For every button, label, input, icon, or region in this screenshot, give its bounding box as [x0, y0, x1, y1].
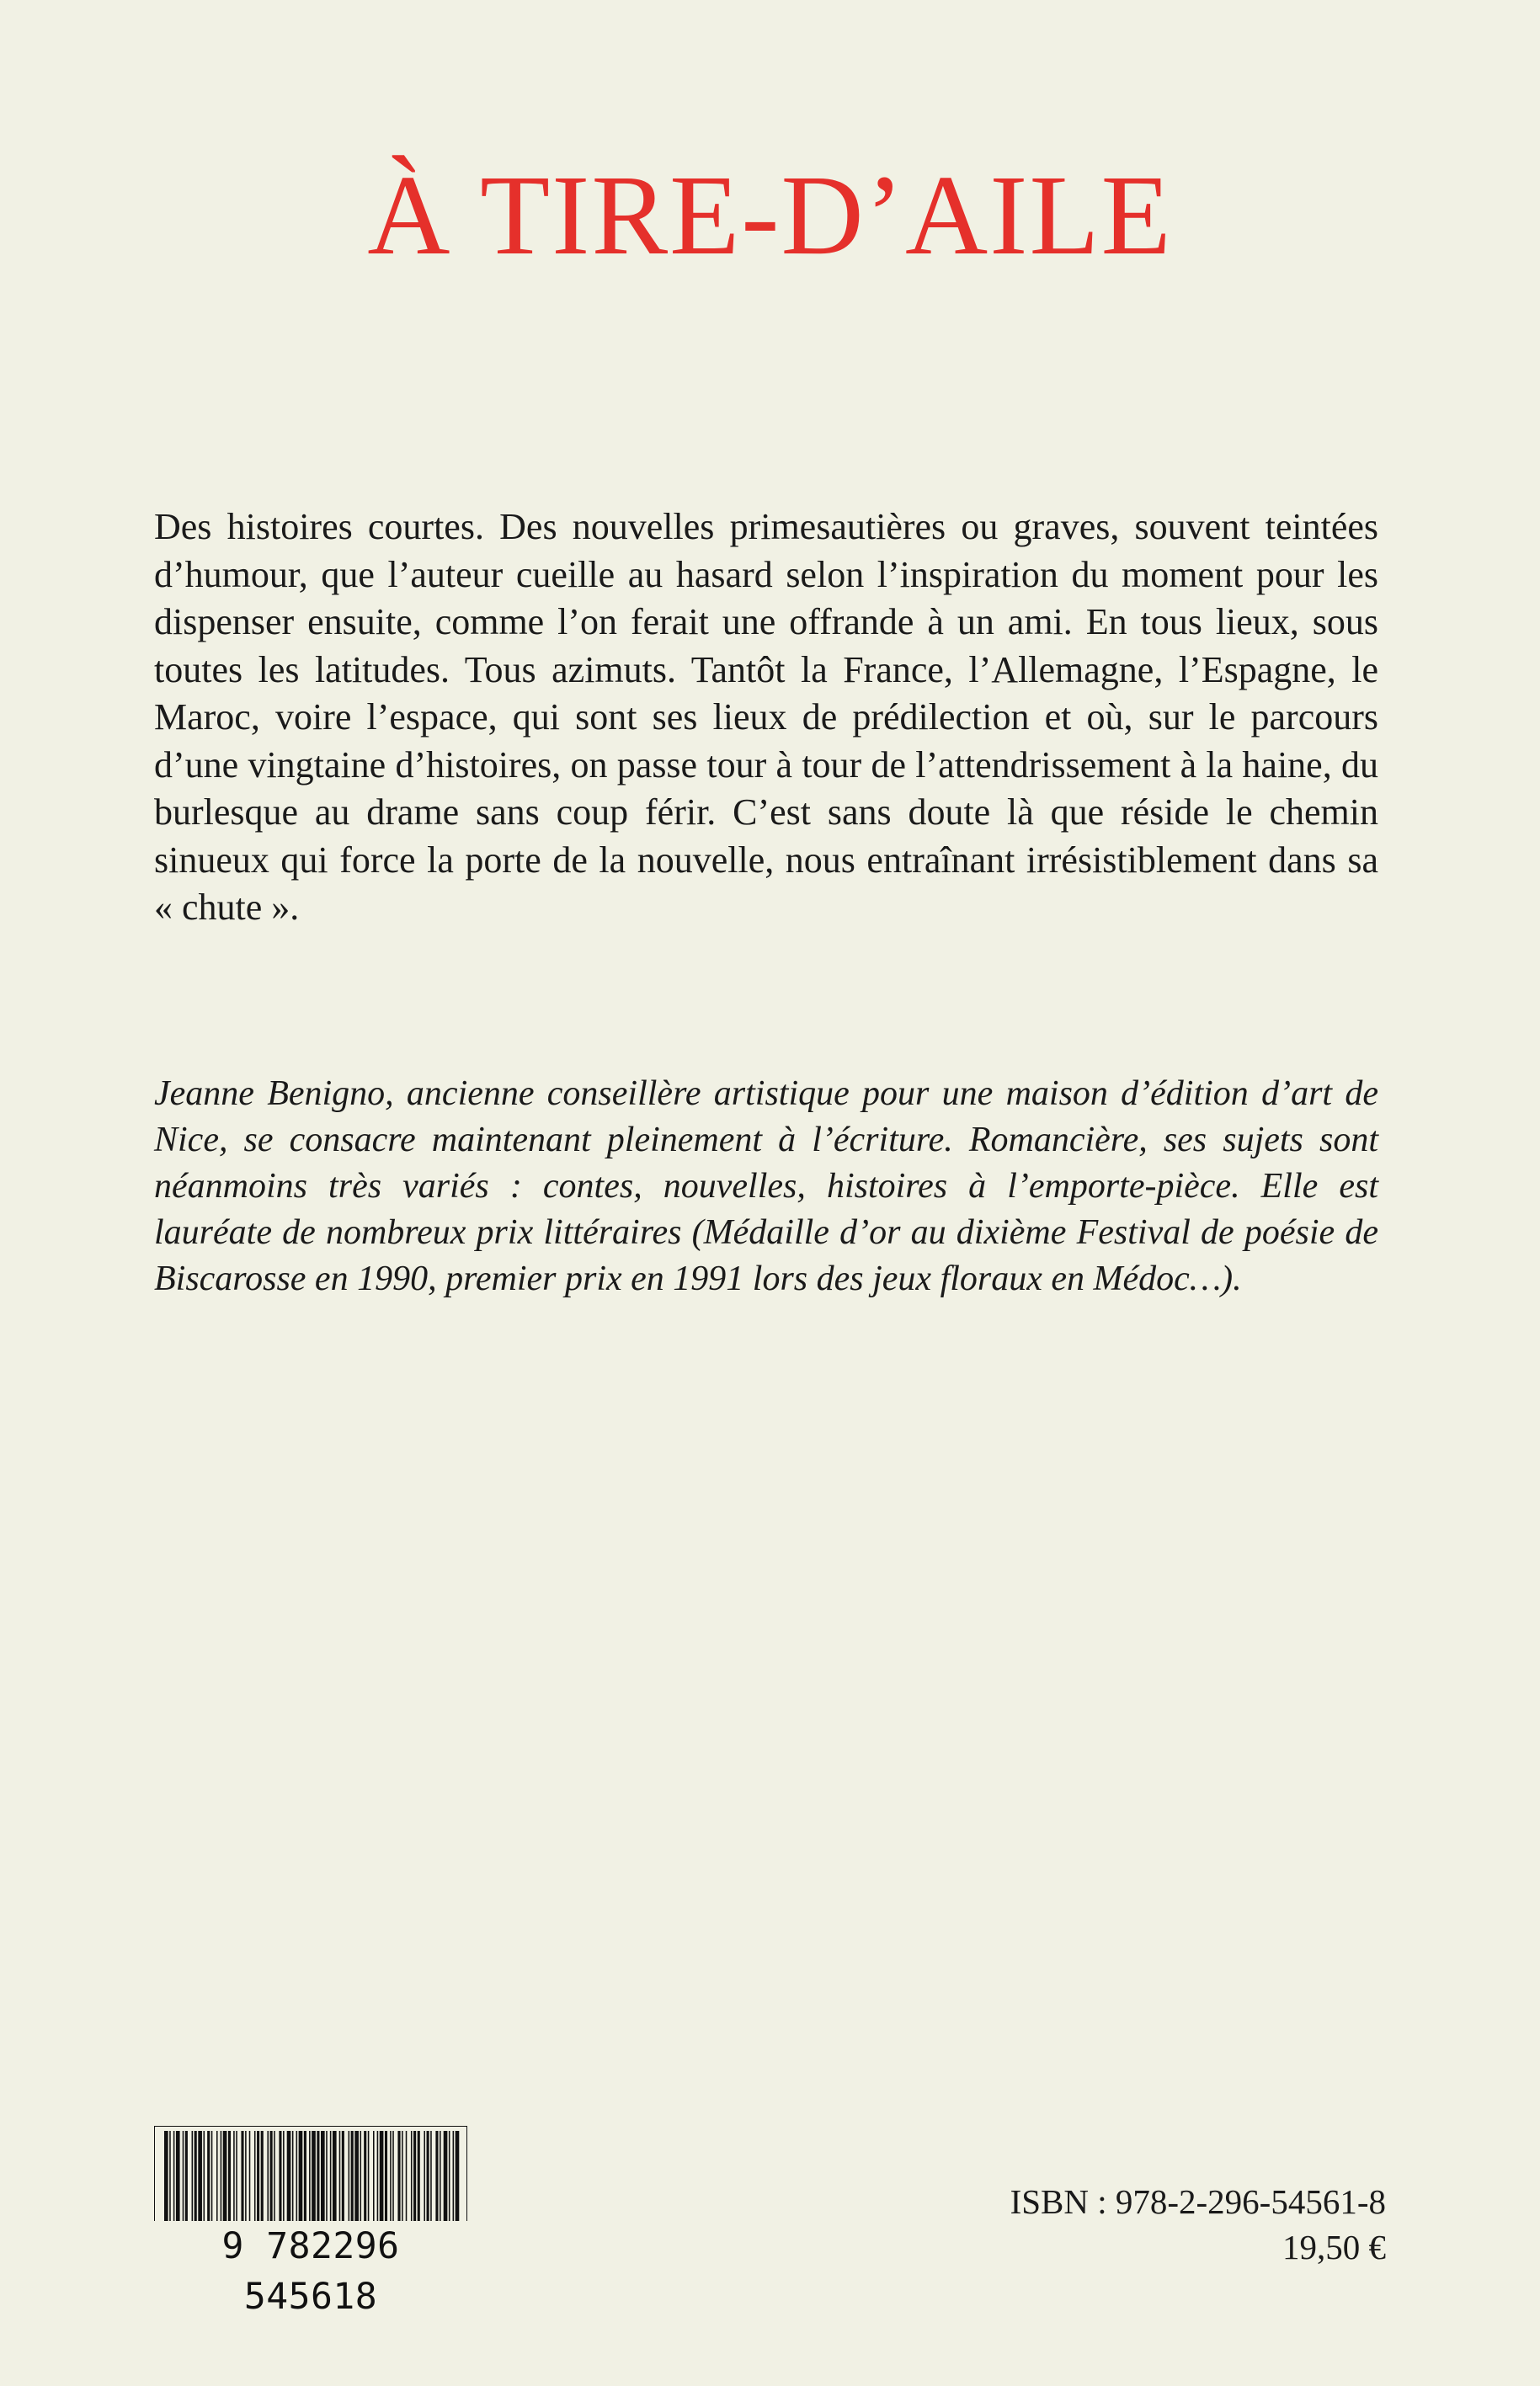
- barcode-digits: 9 782296 545618: [154, 2221, 467, 2271]
- book-price: 19,50 €: [1282, 2228, 1386, 2266]
- isbn-number: ISBN : 978-2-296-54561-8: [1010, 2182, 1386, 2221]
- book-description: Des histoires courtes. Des nouvelles primesautières ou graves, souvent teintées d’humour, que l’auteur cueille au hasard selon l’inspiration du moment pour les dispenser ensuite, comme l’on ferait une offrande à un ami. En tous lieux, sous toutes les latitudes. Tous azimuts. Tantôt la France, l’Allemagne, l’Espagne, le Maroc, voire l’espace, qui sont ses lieux de prédilection et où, sur le parcours d’une vingtaine d’histoires, on passe tour à tour de l’attendrissement à la haine, du burlesque au drame sans coup férir. C’est sans doute là que réside le chemin sinueux qui force la porte de la nouvelle, nous entraînant irrésistiblement dans sa « chute ».: [154, 506, 1378, 928]
- book-title: À TIRE-D’AILE: [367, 152, 1173, 279]
- author-biography: Jeanne Benigno, ancienne conseillère artistique pour une maison d’édition d’art de Nice, se consacre maintenant pleinement à l’écriture. Romancière, ses sujets sont néanmoins très variés : contes, nouvelles, histoires à l’emporte-pièce. Elle est lauréate de nombreux prix littéraires (Médaille d’or au dixième Festival de poésie de Biscarosse en 1990, premier prix en 1991 lors des jeux floraux en Médoc…).: [154, 1074, 1378, 1298]
- barcode: [154, 2126, 467, 2318]
